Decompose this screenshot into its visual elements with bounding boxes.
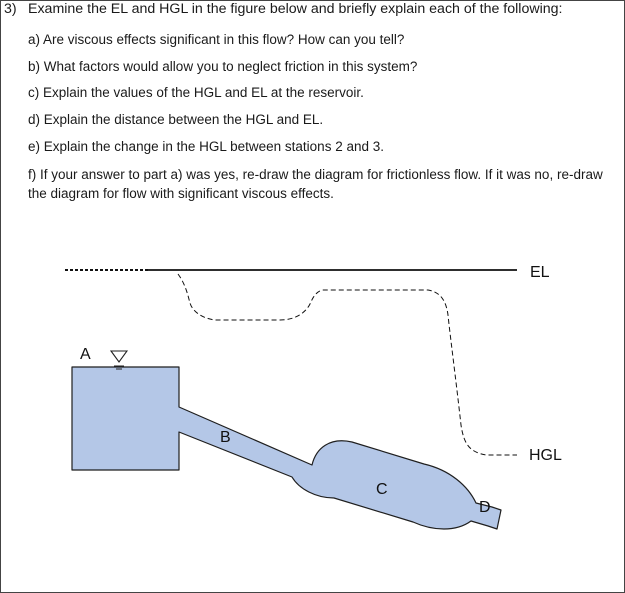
part-b: b) What factors would allow you to neglect friction in this system? xyxy=(28,59,418,74)
question-prompt: Examine the EL and HGL in the figure below and briefly explain each of the following: xyxy=(28,1,563,17)
station-b-label: B xyxy=(220,429,231,446)
part-c: c) Explain the values of the HGL and EL at the reservoir. xyxy=(28,85,364,100)
reservoir-and-pipe xyxy=(72,367,501,529)
hgl-label: HGL xyxy=(529,447,562,464)
part-f: f) If your answer to part a) was yes, re-draw the diagram for frictionless flow. If it was no, re-draw the diagram for flow with significant viscous effects. xyxy=(28,167,603,201)
part-d: d) Explain the distance between the HGL and EL. xyxy=(28,112,324,127)
hgl-line xyxy=(178,274,517,455)
free-surface-triangle-icon xyxy=(111,351,127,362)
station-a-label: A xyxy=(80,346,91,363)
station-c-label: C xyxy=(376,481,388,498)
station-d-label: D xyxy=(479,499,491,516)
part-a: a) Are viscous effects significant in this flow? How can you tell? xyxy=(28,32,405,47)
el-label: EL xyxy=(530,264,550,281)
part-e: e) Explain the change in the HGL between stations 2 and 3. xyxy=(28,139,384,154)
question-number: 3) xyxy=(4,1,17,17)
